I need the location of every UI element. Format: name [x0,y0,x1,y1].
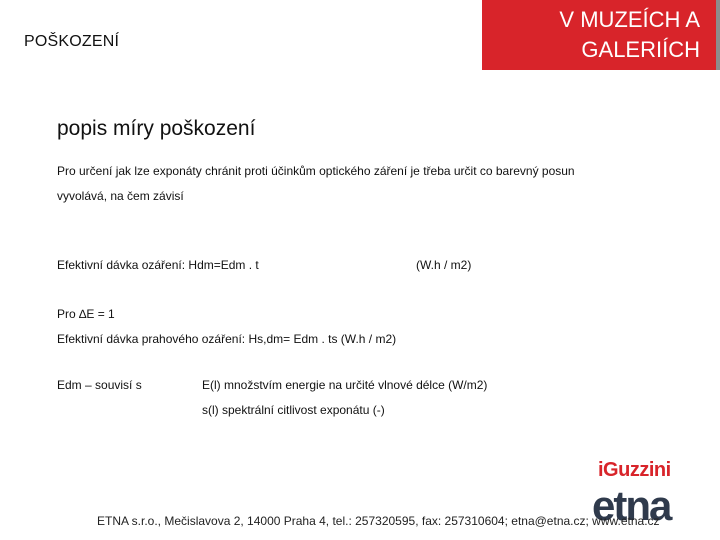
banner-title-line-2: GALERIÍCH [581,37,700,62]
edm-energy-item: E(l) množstvím energie na určité vlnové délce (W/m2) [202,378,488,392]
dose-formula: Efektivní dávka ozáření: Hdm=Edm . t [57,258,259,272]
edm-label: Edm – souvisí s [57,378,142,392]
edm-sensitivity-item: s(l) spektrální citlivost exponátu (-) [202,403,385,417]
section-label: POŠKOZENÍ [24,33,120,50]
delta-e-condition: Pro ∆E = 1 [57,307,115,321]
footer-contact: ETNA s.r.o., Mečislavova 2, 14000 Praha 4, tel.: 257320595, fax: 257310604; etna@etna.cz; www.etna.cz [97,514,660,528]
dose-unit: (W.h / m2) [416,258,472,272]
intro-line-2: vyvolává, na čem závisí [57,189,184,203]
intro-line-1: Pro určení jak lze exponáty chránit proti účinkům optického záření je třeba určit co barevný posun [57,164,575,178]
etna-logo: etna [592,482,671,529]
threshold-formula: Efektivní dávka prahového ozáření: Hs,dm= Edm . ts (W.h / m2) [57,332,397,346]
banner-title-line-1: V MUZEÍCH A [559,7,700,32]
slide-heading: popis míry poškození [57,117,256,140]
iguzzini-logo: iGuzzini [598,459,671,481]
